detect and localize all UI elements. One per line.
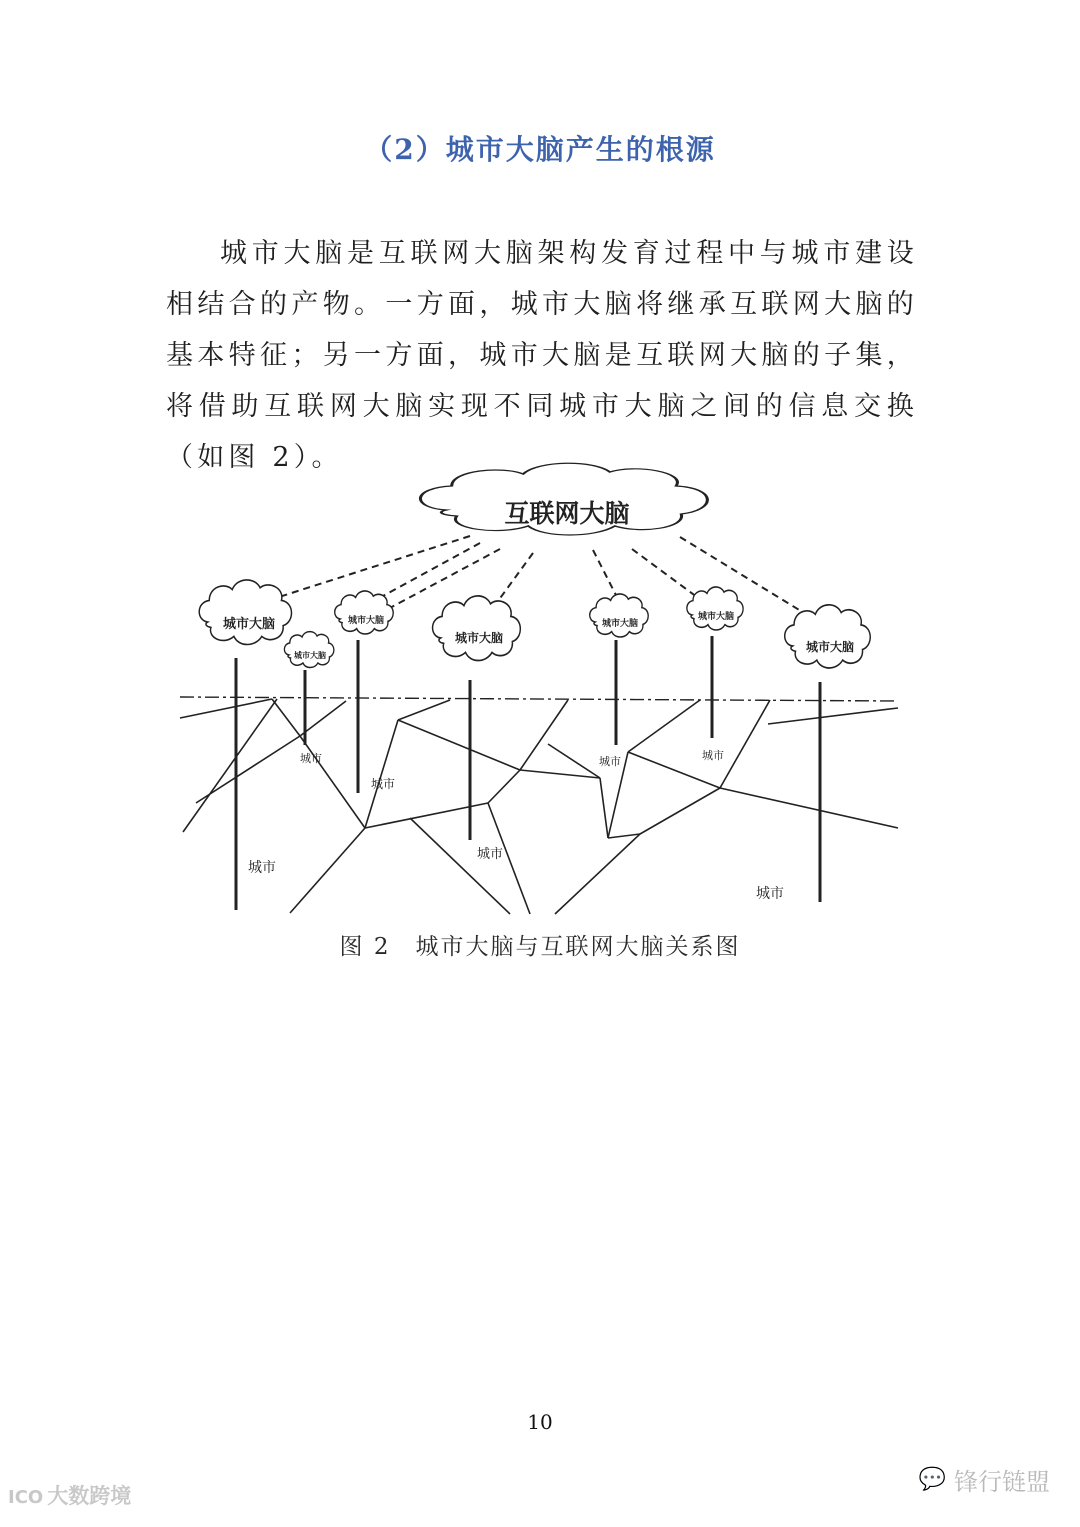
city-label: 城市 bbox=[599, 755, 621, 768]
wechat-icon: 💬 bbox=[918, 1467, 946, 1492]
city-label: 城市 bbox=[370, 777, 396, 791]
page-number: 10 bbox=[527, 1410, 553, 1434]
city-brain-cloud bbox=[433, 596, 521, 661]
city-label: 城市 bbox=[248, 860, 276, 876]
city-poles bbox=[236, 636, 820, 910]
section-title: （2）城市大脑产生的根源 bbox=[364, 133, 716, 166]
watermark-right-text: 锋行链盟 bbox=[954, 1468, 1050, 1496]
city-brain-label: 城市大脑 bbox=[294, 651, 326, 660]
city-label: 城市 bbox=[300, 752, 322, 765]
city-brain-cloud bbox=[785, 605, 871, 668]
city-brain-label: 城市大脑 bbox=[222, 617, 276, 632]
ground-lines bbox=[180, 699, 898, 914]
watermark-right bbox=[919, 1462, 1050, 1497]
city-brain-cloud bbox=[284, 632, 334, 668]
city-brain-label: 城市大脑 bbox=[454, 631, 504, 645]
city-brain-label: 城市大脑 bbox=[697, 612, 735, 622]
body-paragraph: 城市大脑是互联网大脑架构发育过程中与城市建设相结合的产物。一方面，城市大脑将继承互联网大脑的基本特征；另一方面，城市大脑是互联网大脑的子集，将借助互联网大脑实现不同城市大脑之间的信息交换（如图 2）。 bbox=[166, 238, 918, 473]
city-brain-cloud bbox=[687, 587, 743, 630]
watermark-left bbox=[8, 1480, 131, 1510]
watermark-left-text: 大数跨境 bbox=[47, 1484, 132, 1508]
horizon-line bbox=[180, 697, 898, 701]
city-brain-label: 城市大脑 bbox=[347, 616, 385, 626]
internet-brain-label: 互联网大脑 bbox=[504, 499, 630, 528]
city-brain-label: 城市大脑 bbox=[805, 640, 855, 654]
figure-caption: 图 2 城市大脑与互联网大脑关系图 bbox=[339, 934, 741, 960]
city-brain-cloud bbox=[199, 580, 291, 645]
city-brain-label: 城市大脑 bbox=[601, 619, 639, 629]
city-label: 城市 bbox=[476, 847, 504, 862]
city-label: 城市 bbox=[702, 749, 724, 762]
city-label: 城市 bbox=[756, 886, 784, 902]
city-brain-cloud bbox=[335, 591, 394, 634]
brand-logo: ICO bbox=[8, 1487, 44, 1508]
city-brain-cloud bbox=[590, 594, 649, 637]
